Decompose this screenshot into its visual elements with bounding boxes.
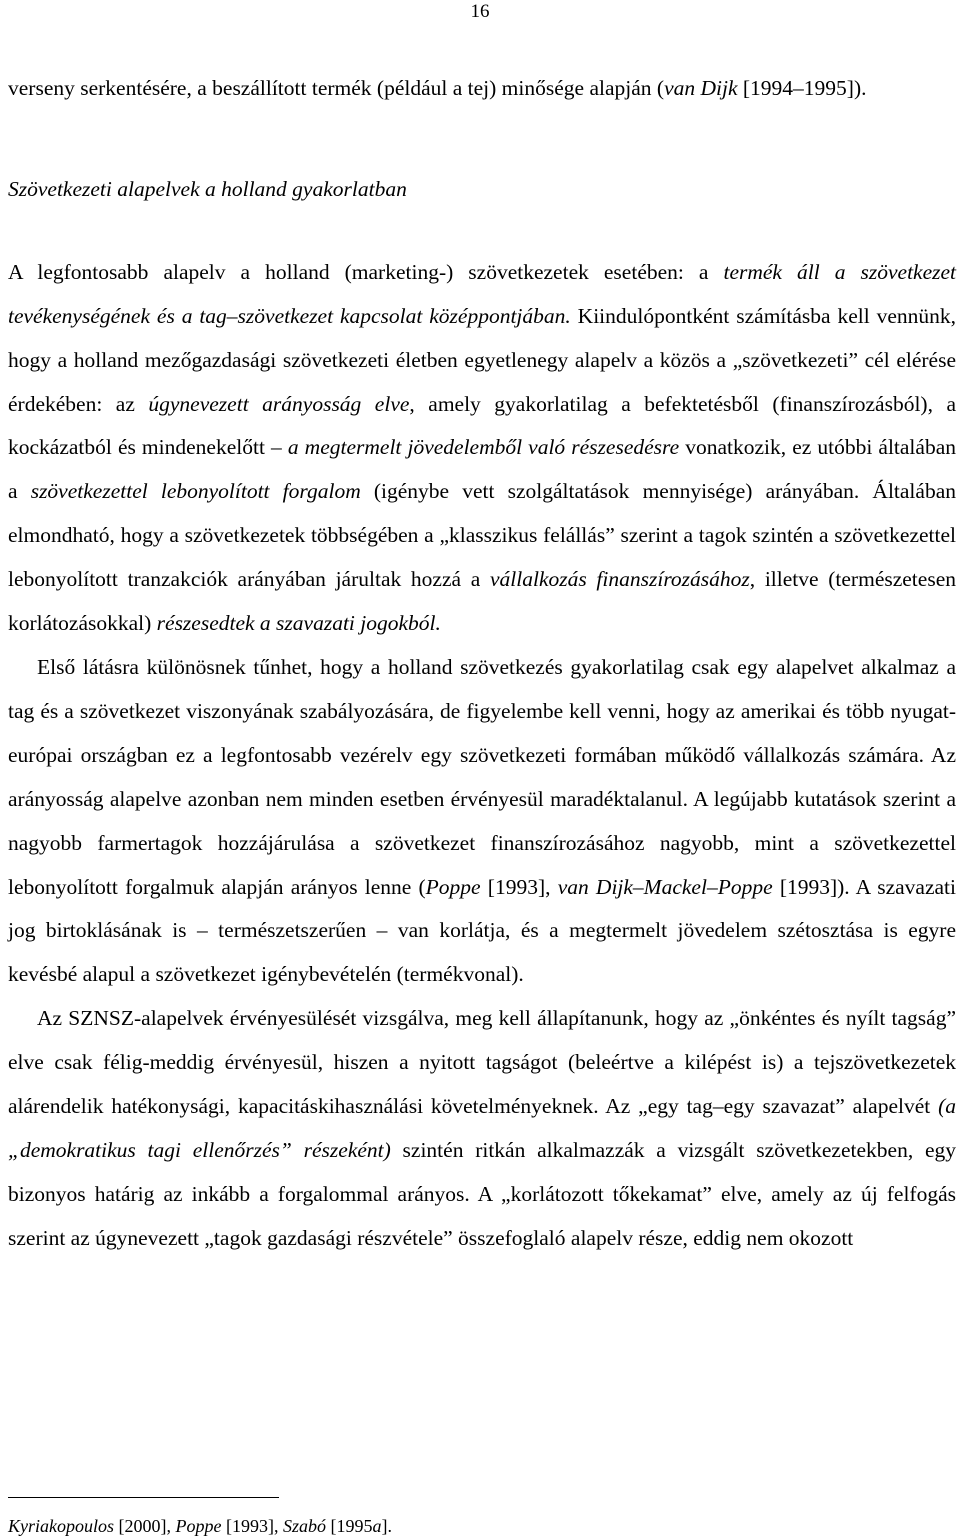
italic-text-run: Poppe: [425, 874, 481, 899]
text-run: Kiindulópontként számításba kell vennünk, hogy a holland mezőgazdasági szövetkezeti életben egyetlenegy alapelv a közös a „szövetkezeti” cél elérése érdekében: az: [8, 303, 956, 416]
text-run: vonatkozik, ez utóbbi általában a: [8, 435, 956, 504]
page-number: 16: [470, 1, 490, 22]
italic-text-run: vállalkozás finanszírozásához: [490, 567, 750, 592]
section-heading: [8, 168, 956, 212]
text-run: , amely gyakorlatilag a befektetésből (finanszírozásból), a kockázatból és mindenekelőtt –: [8, 391, 956, 460]
text-run: [1993],: [221, 1516, 283, 1536]
text-run: Az SZNSZ-alapelvek érvényesülését vizsgálva, meg kell állapítanunk, hogy az „önkéntes és nyílt tagság” elve csak félig-meddig érvényesül, hiszen a nyitott tagságot (beleértve a kilépést is) a tejszövetkezetek alárendelik hatékonysági, kapacitáskihasználási követelményeknek. Az „egy tag–egy szavazat” alapelvét: [8, 1006, 956, 1119]
text-run: [1994–1995]).: [737, 76, 867, 100]
italic-text-run: van Dijk: [664, 76, 738, 100]
footnote-area: [8, 1497, 956, 1537]
text-run: [1993],: [480, 874, 558, 899]
section-heading-text: Szövetkezeti alapelvek a holland gyakorlatban: [8, 176, 407, 201]
paragraph: [8, 67, 956, 111]
italic-text-run: van Dijk–Mackel–Poppe: [557, 874, 773, 899]
text-run: [1993]). A szavazati jog birtoklásának is – természetszerűen – van korlátja, és a megtermelt jövedelem szétosztása is egyre kevésbé alapul a szövetkezet igénybevételén (termékvonal).: [8, 874, 956, 987]
paragraph: [8, 251, 956, 646]
text-run: [2000],: [114, 1516, 176, 1536]
italic-text-run: részesedtek a szavazati jogokból.: [156, 611, 441, 636]
italic-text-run: (a „demokratikus tagi ellenőrzés” részeként): [8, 1094, 956, 1162]
paragraph: [8, 997, 956, 1260]
text-run: , illetve (természetesen korlátozásokkal): [8, 567, 956, 636]
italic-text-run: Poppe: [175, 1516, 222, 1536]
italic-text-run: Kyriakopoulos: [8, 1516, 114, 1536]
paragraph: [8, 646, 956, 997]
italic-text-run: szövetkezettel lebonyolított forgalom: [30, 479, 361, 504]
text-run: szintén ritkán alkalmazzák a vizsgált szövetkezetekben, egy bizonyos határig az inkább a forgalommal arányos. A „korlátozott tőkekamat” elve, amely az új felfogás szerint az úgynevezett „tagok gazdasági részvétele” összefoglaló alapelv része, eddig nem okozott: [8, 1137, 957, 1250]
text-run: verseny serkentésére, a beszállított termék (például a tej) minősége alapján (: [8, 76, 665, 100]
italic-text-run: úgynevezett arányosság elve: [148, 391, 410, 416]
text-run: (igénybe vett szolgáltatások mennyisége) arányában. Általában elmondható, hogy a szövetkezetek többségében a „klasszikus felállás” szerint a tagok szintén a szövetkezettel lebonyolított tranzakciók arányában járultak hozzá a: [8, 479, 956, 592]
italic-text-run: a megtermelt jövedelemből való részesedésre: [287, 435, 680, 460]
text-run: ].: [381, 1516, 392, 1536]
text-run: [1995: [326, 1516, 373, 1536]
text-run: A legfontosabb alapelv a holland (marketing-) szövetkezetek esetében: a: [8, 259, 724, 284]
document-body: [8, 67, 956, 1261]
italic-text-run: a: [372, 1516, 382, 1536]
italic-text-run: termék áll a szövetkezet tevékenységének és a tag–szövetkezet kapcsolat középpontjában.: [8, 259, 957, 328]
italic-text-run: Szabó: [282, 1516, 326, 1536]
footnote-text: [8, 1498, 956, 1537]
text-run: Első látásra különösnek tűnhet, hogy a holland szövetkezés gyakorlatilag csak egy alapelvet alkalmaz a tag és a szövetkezet viszonyának szabályozására, de figyelembe kell venni, hogy az amerikai és több nyugat-európai országban ez a legfontosabb vezérelv egy szövetkezeti formában működő vállalkozás számára. Az arányosság alapelve azonban nem minden esetben érvényesül maradéktalanul. A legújabb kutatások szerint a nagyobb farmertagok hozzájárulása a szövetkezet finanszírozásához nagyobb, mint a szövetkezettel lebonyolított forgalmuk alapján arányos lenne (: [8, 654, 956, 899]
